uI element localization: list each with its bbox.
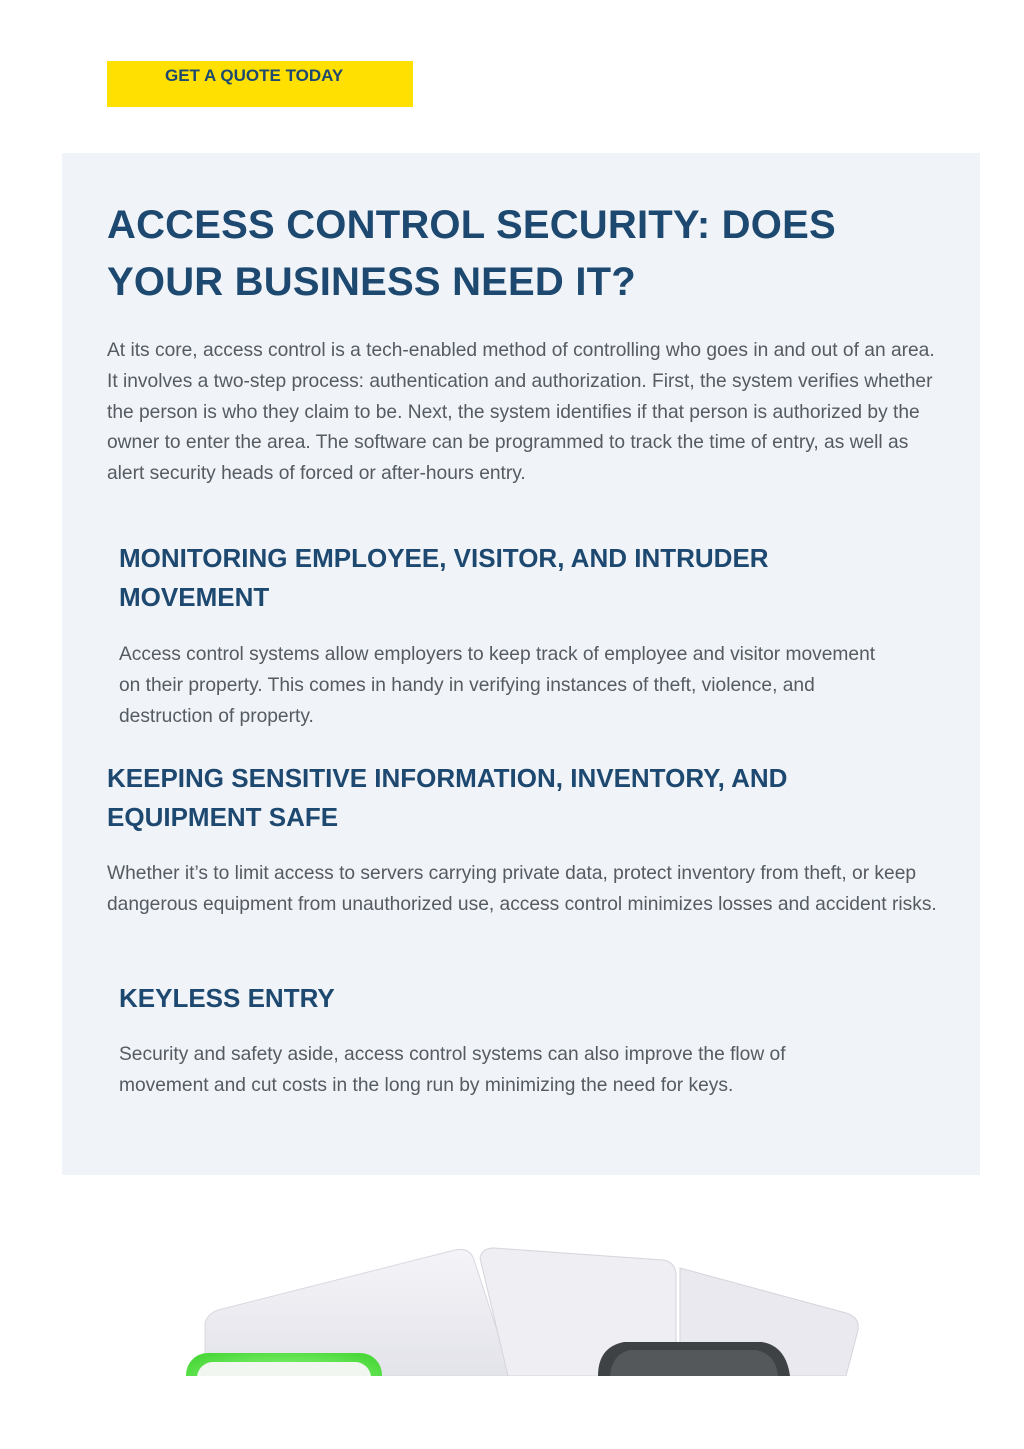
card-reader-icon (186, 1353, 382, 1376)
section-body-keyless-entry: Security and safety aside, access control systems can also improve the flow of movement and cut costs in the long run by minimizing the need for keys. (119, 1044, 786, 1096)
article-panel (62, 153, 980, 1175)
access-control-devices-image (0, 1240, 1024, 1376)
section-body-monitoring: Access control systems allow employers to keep track of employee and visitor movement on their property. This comes in handy in verifying instances of theft, violence, and destruction of property. (119, 644, 876, 727)
section-heading-monitoring: MONITORING EMPLOYEE, VISITOR, AND INTRUDER MOVEMENT (119, 543, 769, 612)
page-title: ACCESS CONTROL SECURITY: DOES YOUR BUSINESS NEED IT? (107, 203, 836, 304)
section-heading-keyless-entry: KEYLESS ENTRY (119, 983, 335, 1013)
section-body-keeping-safe: Whether it’s to limit access to servers carrying private data, protect inventory from theft, or keep dangerous equipment from unauthorized use, access control minimizes losses and accident risks. (107, 863, 937, 915)
key-fob-icon (598, 1342, 790, 1376)
intro-paragraph: At its core, access control is a tech-enabled method of controlling who goes in and out of an area. It involves a two-step process: authentication and authorization. First, the system verifies whether the person is who they claim to be. Next, the system identifies if that person is authorized by the owner to enter the area. The software can be programmed to track the time of entry, as well as alert security heads of forced or after-hours entry. (107, 340, 935, 485)
section-heading-keeping-safe: KEEPING SENSITIVE INFORMATION, INVENTORY, AND EQUIPMENT SAFE (107, 763, 788, 832)
get-quote-button[interactable]: GET A QUOTE TODAY (107, 61, 413, 107)
